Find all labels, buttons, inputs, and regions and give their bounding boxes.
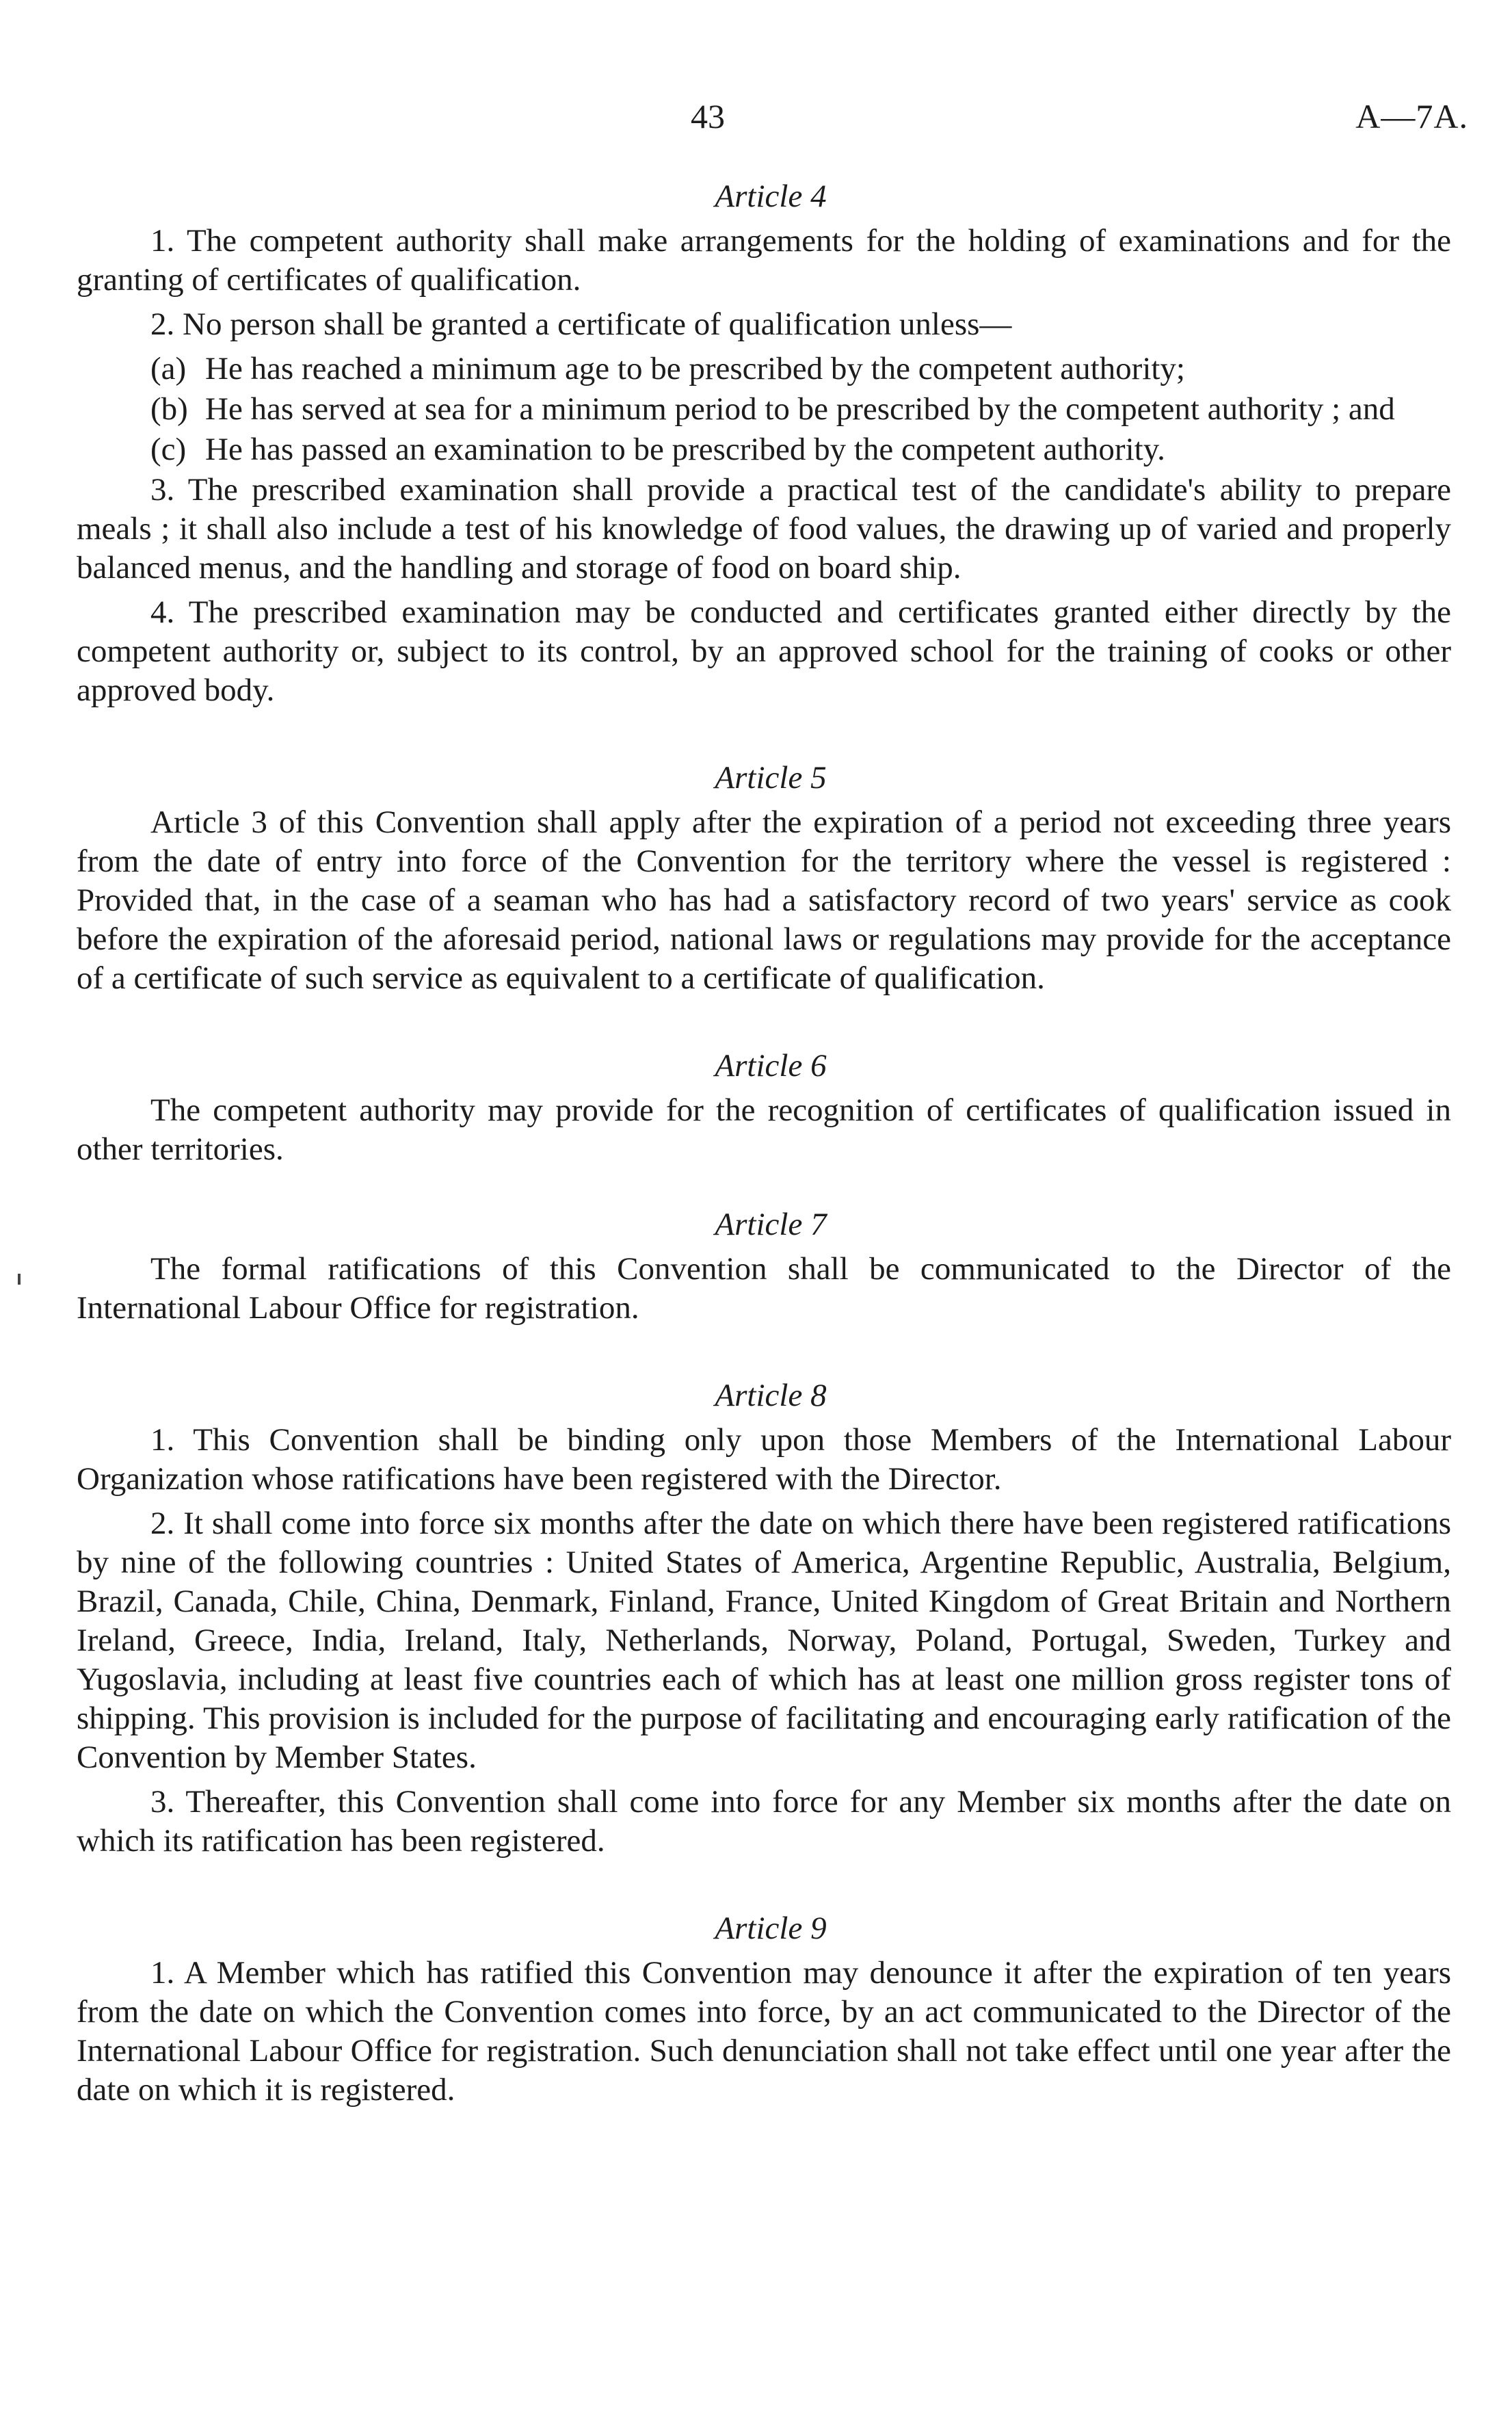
article-4-paragraph-1: 1. The competent authority shall make arrangements for the holding of examinations and for the granting of certificates of qualification. [77, 223, 1451, 298]
article-7 [77, 1205, 1451, 1328]
article-5 [77, 758, 1451, 998]
article-8-paragraph-3: 3. Thereafter, this Convention shall come into force for any Member six months after the date on which its ratification has been registered. [77, 1784, 1451, 1859]
article-6-heading: Article 6 [715, 1048, 827, 1084]
article-4-item-c [77, 430, 1451, 469]
article-8-paragraph-1: 1. This Convention shall be binding only upon those Members of the International Labour Organization whose ratifications have been registered with the Director. [77, 1422, 1451, 1497]
item-text: He has served at sea for a minimum period to be prescribed by the competent authority ; and [205, 391, 1395, 427]
article-5-heading: Article 5 [715, 760, 827, 796]
page-content [77, 176, 1451, 2115]
item-marker: (b) [150, 391, 188, 427]
document-reference: A—7A. [1355, 97, 1468, 135]
margin-mark [18, 1274, 21, 1285]
article-8 [77, 1376, 1451, 1861]
article-4-item-b [77, 390, 1451, 429]
article-4 [77, 176, 1451, 710]
article-5-paragraph-1: Article 3 of this Convention shall apply after the expiration of a period not exceeding three years from the date of entry into force of the Convention for the territory where the vessel is registered : Provided that, in the case of a seaman who has had a satisfactory record of two years' service as cook before the expiration of the aforesaid period, national laws or regulations may provide for the acceptance of a certificate of such service as equivalent to a certificate of qualification. [77, 804, 1451, 996]
page-number: 43 [691, 97, 725, 135]
article-8-heading: Article 8 [715, 1378, 827, 1413]
article-7-heading: Article 7 [715, 1207, 827, 1242]
article-9-heading: Article 9 [715, 1911, 827, 1946]
item-text: He has passed an examination to be prescribed by the competent authority. [205, 432, 1165, 467]
item-marker: (c) [150, 432, 187, 467]
item-marker: (a) [150, 351, 187, 386]
article-4-paragraph-3: 3. The prescribed examination shall provide a practical test of the candidate's ability to prepare meals ; it shall also include a test of his knowledge of food values, the drawing up of varied and properly balanced menus, and the handling and storage of food on board ship. [77, 472, 1451, 586]
article-9-paragraph-1: 1. A Member which has ratified this Convention may denounce it after the expiration of ten years from the date on which the Convention comes into force, by an act communicated to the Director of the International Labour Office for registration. Such denunciation shall not take effect until one year after the date on which it is registered. [77, 1955, 1451, 2108]
article-4-item-a [77, 350, 1451, 389]
article-4-paragraph-4: 4. The prescribed examination may be conducted and certificates granted either directly by the competent authority or, subject to its control, by an approved school for the training of cooks or other approved body. [77, 594, 1451, 708]
article-6 [77, 1046, 1451, 1169]
article-8-paragraph-2: 2. It shall come into force six months after the date on which there have been registered ratifications by nine of the following countries : United States of America, Argentine Republic, Australia, Belgium, Brazil, Canada, Chile, China, Denmark, Finland, France, United Kingdom of Great Britain and Northern Ireland, Greece, India, Ireland, Italy, Netherlands, Norway, Poland, Portugal, Sweden, Turkey and Yugoslavia, including at least five countries each of which has at least one million gross register tons of shipping. This provision is included for the purpose of facilitating and encouraging early ratification of the Convention by Member States. [77, 1506, 1451, 1775]
article-7-paragraph-1: The formal ratifications of this Convention shall be communicated to the Director of the International Labour Office for registration. [77, 1251, 1451, 1326]
article-4-heading: Article 4 [715, 179, 827, 214]
article-6-paragraph-1: The competent authority may provide for the recognition of certificates of qualification issued in other territories. [77, 1092, 1451, 1167]
article-4-paragraph-2: 2. No person shall be granted a certificate of qualification unless— [150, 306, 1012, 342]
item-text: He has reached a minimum age to be prescribed by the competent authority; [205, 351, 1185, 386]
article-9 [77, 1908, 1451, 2110]
